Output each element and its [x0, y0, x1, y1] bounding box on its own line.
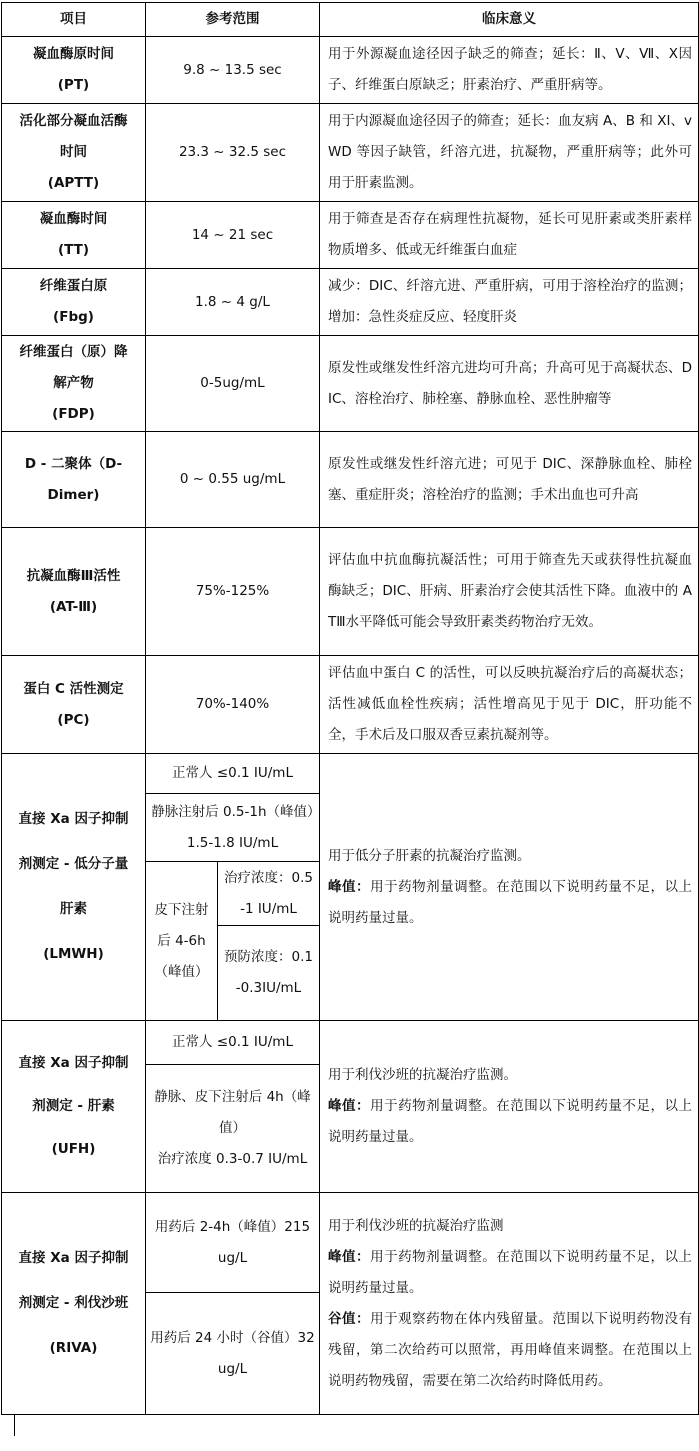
lmwh-prophylactic-range: 预防浓度：0.1-0.3IU/mL: [218, 926, 320, 1021]
lmwh-row-normal: [2, 754, 699, 794]
item-name: 纤维蛋白（原）降 解产物 (FDP): [2, 336, 146, 432]
riva-trough-range: 用药后 24 小时（谷值）32 ug/L: [146, 1293, 320, 1415]
item-name: 蛋白 C 活性测定 (PC): [2, 656, 146, 754]
clinical-significance: 评估血中抗血酶抗凝活性；可用于筛查先天或获得性抗凝血酶缺乏；DIC、肝病、肝素治疗会使其活性下降。血液中的 ATⅢ水平降低可能会导致肝素类药物治疗无效。: [320, 528, 699, 656]
table-row: [2, 269, 699, 336]
reference-range: 1.8 ~ 4 g/L: [146, 269, 320, 336]
reference-range: 0-5ug/mL: [146, 336, 320, 432]
clinical-significance: 用于筛查是否存在病理性抗凝物，延长可见肝素或类肝素样物质增多、低或无纤维蛋白血症: [320, 202, 699, 269]
clinical-significance-ufh: 用于利伐沙班的抗凝治疗监测。 峰值：用于药物剂量调整。在范围以下说明药量不足，以上说明药量过量。: [320, 1021, 699, 1193]
lmwh-therapeutic-range: 治疗浓度：0.5-1 IU/mL: [218, 862, 320, 926]
reference-range: 70%-140%: [146, 656, 320, 754]
clinical-significance: 用于内源凝血途径因子的筛查；延长：血友病 A、B 和 XI、vWD 等因子缺管，纤溶亢进，抗凝物，严重肝病等；此外可用于肝素监测。: [320, 104, 699, 202]
table-row: [2, 104, 699, 202]
table-row: [2, 202, 699, 269]
table-row: [2, 528, 699, 656]
item-name: 活化部分凝血活酶 时间 (APTT): [2, 104, 146, 202]
header-reference-range: 参考范围: [146, 3, 320, 37]
ufh-peak-range: 静脉、皮下注射后 4h（峰值） 治疗浓度 0.3-0.7 IU/mL: [146, 1065, 320, 1193]
clinical-significance: 评估血中蛋白 C 的活性，可以反映抗凝治疗后的高凝状态；活性减低血栓性疾病；活性增高见于见于 DIC，肝功能不全，手术后及口服双香豆素抗凝剂等。: [320, 656, 699, 754]
lmwh-normal-range: 正常人 ≤0.1 IU/mL: [146, 754, 320, 794]
reference-range: 9.8 ~ 13.5 sec: [146, 37, 320, 104]
header-clinical-significance: 临床意义: [320, 3, 699, 37]
clinical-significance-riva: 用于利伐沙班的抗凝治疗监测 峰值：用于药物剂量调整。在范围以下说明药量不足，以上说明药量过量。 谷值：用于观察药物在体内残留量。范围以下说明药物没有残留，第二次给药可以照常，再用峰值来调整。在范围以上说明药物残留，需要在第二次给药时降低用药。: [320, 1193, 699, 1415]
table-row: [2, 336, 699, 432]
clinical-significance: 用于外源凝血途径因子缺乏的筛查；延长：Ⅱ、Ⅴ、Ⅶ、Ⅹ因子、纤维蛋白原缺乏；肝素治疗、严重肝病等。: [320, 37, 699, 104]
clinical-significance: 原发性或继发性纤溶亢进；可见于 DIC、深静脉血栓、肺栓塞、重症肝炎；溶栓治疗的监测；手术出血也可升高: [320, 432, 699, 528]
lmwh-iv-peak: 静脉注射后 0.5-1h（峰值）1.5-1.8 IU/mL: [146, 794, 320, 862]
item-name-lmwh: 直接 Xa 因子抑制 剂测定 - 低分子量 肝素 (LMWH): [2, 754, 146, 1021]
item-name: 凝血酶时间 (TT): [2, 202, 146, 269]
ufh-normal-range: 正常人 ≤0.1 IU/mL: [146, 1021, 320, 1065]
item-name-ufh: 直接 Xa 因子抑制 剂测定 - 肝素 (UFH): [2, 1021, 146, 1193]
reference-range: 75%-125%: [146, 528, 320, 656]
lmwh-sc-label: 皮下注射后 4-6h（峰值）: [146, 862, 218, 1021]
reference-range: 23.3 ~ 32.5 sec: [146, 104, 320, 202]
text-cursor: [14, 1415, 15, 1436]
item-name: 纤维蛋白原 (Fbg): [2, 269, 146, 336]
riva-peak-range: 用药后 2-4h（峰值）215 ug/L: [146, 1193, 320, 1293]
item-name-riva: 直接 Xa 因子抑制 剂测定 - 利伐沙班 (RIVA): [2, 1193, 146, 1415]
reference-range: 0 ~ 0.55 ug/mL: [146, 432, 320, 528]
header-item: 项目: [2, 3, 146, 37]
item-name: 凝血酶原时间 (PT): [2, 37, 146, 104]
table-row: [2, 37, 699, 104]
clinical-significance: 原发性或继发性纤溶亢进均可升高；升高可见于高凝状态、DIC、溶栓治疗、肺栓塞、静脉血栓、恶性肿瘤等: [320, 336, 699, 432]
clinical-significance: 减少：DIC、纤溶亢进、严重肝病，可用于溶栓治疗的监测；增加：急性炎症反应、轻度肝炎: [320, 269, 699, 336]
item-name: 抗凝血酶Ⅲ活性 (AT-Ⅲ): [2, 528, 146, 656]
header-row: [2, 3, 699, 37]
clinical-significance-lmwh: 用于低分子肝素的抗凝治疗监测。 峰值：用于药物剂量调整。在范围以下说明药量不足，以上说明药量过量。: [320, 754, 699, 1021]
item-name: D - 二聚体（D- Dimer): [2, 432, 146, 528]
ufh-row-normal: [2, 1021, 699, 1065]
reference-range: 14 ~ 21 sec: [146, 202, 320, 269]
coagulation-reference-table: [1, 2, 699, 1415]
table-row: [2, 432, 699, 528]
riva-row-peak: [2, 1193, 699, 1293]
table-row: [2, 656, 699, 754]
